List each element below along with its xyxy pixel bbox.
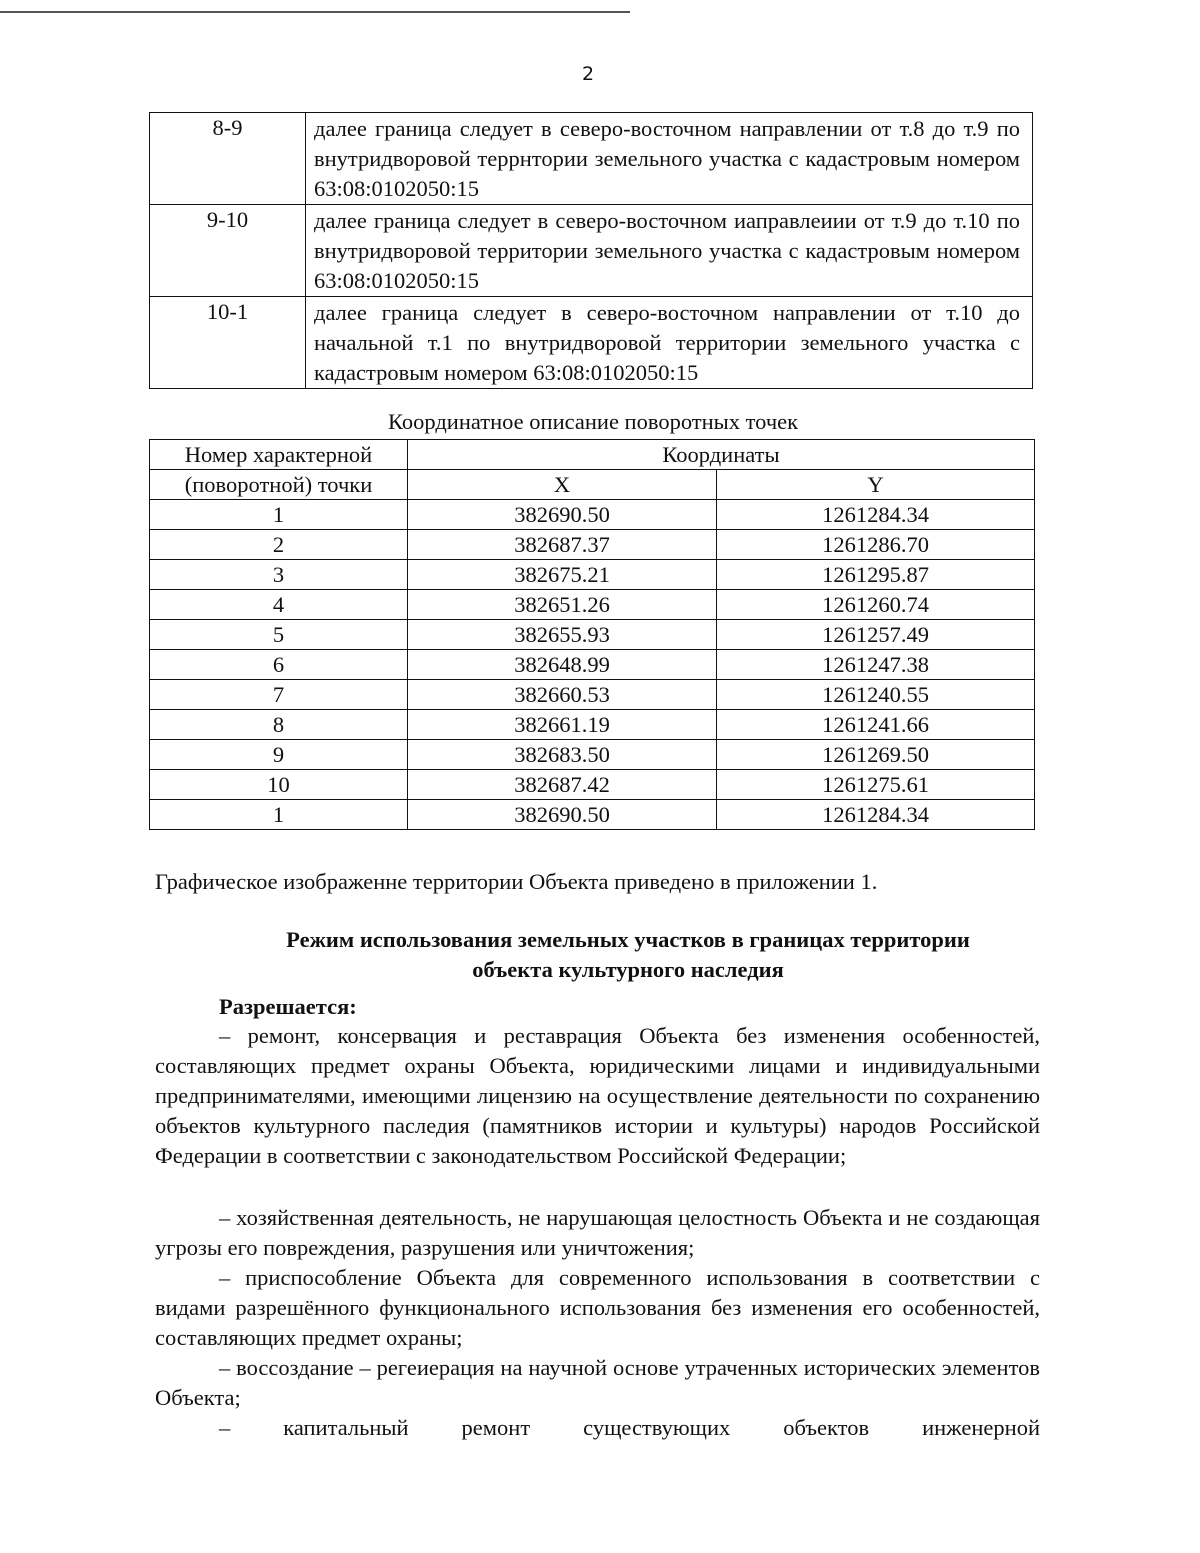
x-coordinate-cell: 382655.93 <box>408 620 717 650</box>
header-point-number: Номер характерной <box>150 440 408 470</box>
header-point-number-2: (поворотной) точки <box>150 470 408 500</box>
point-number-cell: 4 <box>150 590 408 620</box>
point-number-cell: 1 <box>150 500 408 530</box>
point-number-cell: 6 <box>150 650 408 680</box>
table-row <box>150 500 1035 530</box>
y-coordinate-cell: 1261284.34 <box>717 500 1035 530</box>
segment-cell: 8-9 <box>150 113 306 205</box>
graphic-note: Графическое изображенне территории Объекта приведено в приложении 1. <box>155 869 878 894</box>
table-row <box>150 710 1035 740</box>
point-number-cell: 5 <box>150 620 408 650</box>
point-number-cell: 2 <box>150 530 408 560</box>
point-number-cell: 8 <box>150 710 408 740</box>
allowed-item: – хозяйственная деятельность, не нарушающая целостность Объекта и не создающая угрозы его повреждения, разрушения или уничтожения; <box>155 1205 1040 1260</box>
y-coordinate-cell: 1261275.61 <box>717 770 1035 800</box>
table-row <box>150 530 1035 560</box>
header-x: X <box>408 470 717 500</box>
header-coordinates: Координаты <box>408 440 1035 470</box>
y-coordinate-cell: 1261260.74 <box>717 590 1035 620</box>
page-number: 2 <box>581 63 595 85</box>
table-row <box>150 297 1033 389</box>
point-number-cell: 9 <box>150 740 408 770</box>
point-number-cell: 1 <box>150 800 408 830</box>
y-coordinate-cell: 1261284.34 <box>717 800 1035 830</box>
y-coordinate-cell: 1261286.70 <box>717 530 1035 560</box>
table-row <box>150 590 1035 620</box>
segment-description: далее граница следует в северо-восточном направлении от т.8 до т.9 по внутридворовой террнтории земельного участка с кадастровым номером 63:08:0102050:15 <box>306 113 1033 205</box>
allowed-item: – приспособление Объекта для современного использования в соответствии с видами разрешённого функционального использования без изменения его особенностей, составляющих предмет охраны; <box>155 1265 1040 1350</box>
x-coordinate-cell: 382661.19 <box>408 710 717 740</box>
segment-cell: 10-1 <box>150 297 306 389</box>
table-row <box>150 650 1035 680</box>
y-coordinate-cell: 1261240.55 <box>717 680 1035 710</box>
regime-heading-line-1: Режим использования земельных участков в границах территории <box>286 927 970 952</box>
coordinates-table <box>149 439 1035 830</box>
x-coordinate-cell: 382648.99 <box>408 650 717 680</box>
table-row <box>150 770 1035 800</box>
segment-cell: 9-10 <box>150 205 306 297</box>
x-coordinate-cell: 382687.42 <box>408 770 717 800</box>
table-row <box>150 620 1035 650</box>
table-header-row <box>150 440 1035 470</box>
point-number-cell: 3 <box>150 560 408 590</box>
allowed-item: – воссоздание – регеиерация на научной основе утраченных исторических элементов Объекта; <box>155 1355 1040 1410</box>
regime-heading-line-2: объекта культурного наследия <box>472 957 784 982</box>
y-coordinate-cell: 1261269.50 <box>717 740 1035 770</box>
header-y: Y <box>717 470 1035 500</box>
x-coordinate-cell: 382683.50 <box>408 740 717 770</box>
allowed-item: – ремонт, консервация и реставрация Объекта без изменения особенностей, составляющих предмет охраны Объекта, юридическими лицами и индивидуальными предпринимателями, имеющими лицензию на осуществление деятельности по сохранению объектов культурного паследия (памятников истории и культуры) народов Российской Федерации в соответствии с законодательством Российской Федерации; <box>155 1023 1040 1168</box>
allowed-label: Разрешается: <box>219 994 357 1019</box>
allowed-item: – капитальный ремонт существующих объектов инженерной <box>219 1415 1040 1440</box>
table-row <box>150 800 1035 830</box>
point-number-cell: 7 <box>150 680 408 710</box>
boundary-description-table <box>149 112 1033 389</box>
segment-description: далее граница следует в северо-восточном иаправлеиии от т.9 до т.10 по внутридворовой территории земельного участка с кадастровым номером 63:08:0102050:15 <box>306 205 1033 297</box>
coords-table-caption: Координатное описание поворотных точек <box>388 409 799 434</box>
x-coordinate-cell: 382690.50 <box>408 500 717 530</box>
y-coordinate-cell: 1261295.87 <box>717 560 1035 590</box>
y-coordinate-cell: 1261241.66 <box>717 710 1035 740</box>
coordinates-body <box>150 500 1035 830</box>
x-coordinate-cell: 382675.21 <box>408 560 717 590</box>
table-row <box>150 680 1035 710</box>
x-coordinate-cell: 382690.50 <box>408 800 717 830</box>
point-number-cell: 10 <box>150 770 408 800</box>
table-header-row <box>150 470 1035 500</box>
x-coordinate-cell: 382687.37 <box>408 530 717 560</box>
table-row <box>150 560 1035 590</box>
y-coordinate-cell: 1261257.49 <box>717 620 1035 650</box>
x-coordinate-cell: 382660.53 <box>408 680 717 710</box>
segment-description: далее граница следует в северо-восточном направлении от т.10 до начальной т.1 по внутридворовой территории земельного участка с кадастровым номером 63:08:0102050:15 <box>306 297 1033 389</box>
y-coordinate-cell: 1261247.38 <box>717 650 1035 680</box>
table-row <box>150 113 1033 205</box>
regime-heading <box>0 925 1200 985</box>
table-row <box>150 205 1033 297</box>
top-edge-line <box>0 11 630 13</box>
x-coordinate-cell: 382651.26 <box>408 590 717 620</box>
table-row <box>150 740 1035 770</box>
